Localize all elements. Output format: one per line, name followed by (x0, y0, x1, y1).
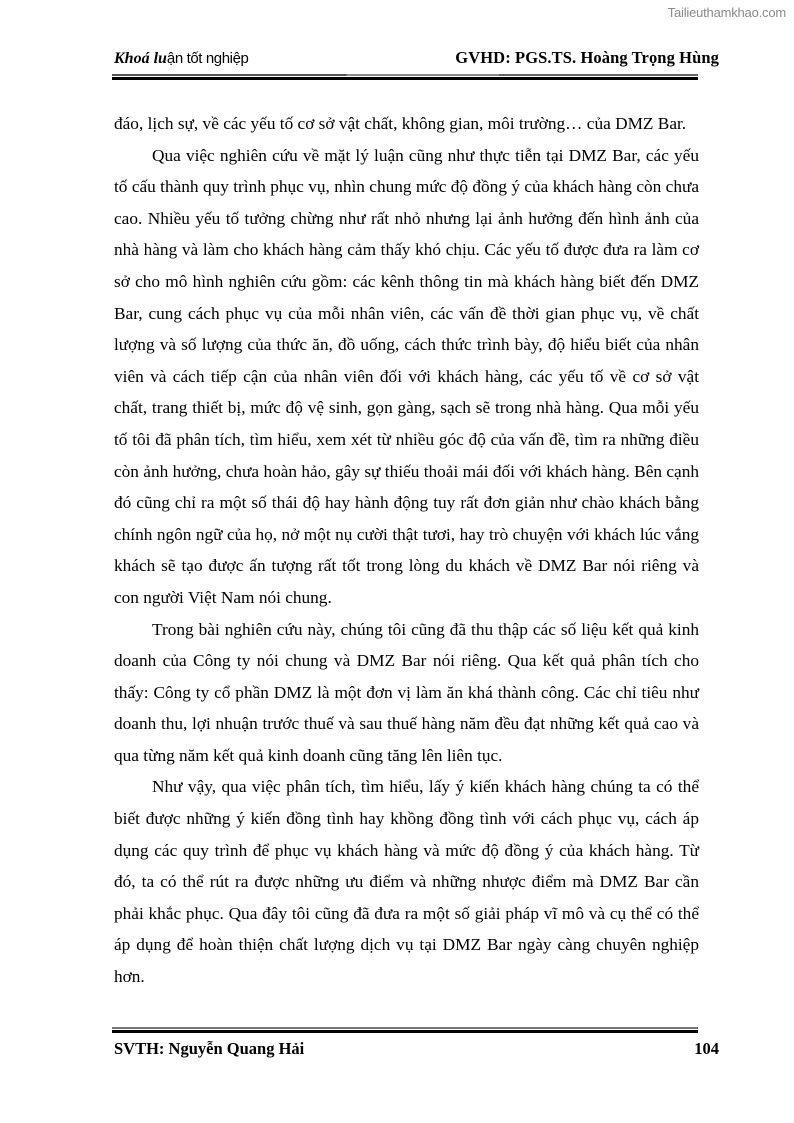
paragraph-3: Trong bài nghiên cứu này, chúng tôi cũng đã thu thập các số liệu kết quả kinh doanh của Công ty nói chung và DMZ Bar nói riêng. Qua kết quả phân tích cho thấy: Công ty cổ phần DMZ là một đơn vị làm ăn khá thành công. Các chỉ tiêu như doanh thu, lợi nhuận trước thuế và sau thuế hàng năm đều đạt những kết quả cao và qua từng năm kết quả kinh doanh cũng tăng lên liên tục. (114, 619, 699, 765)
header-document-type-rest: ận tốt nghiệp (166, 50, 249, 67)
page-header (114, 48, 719, 72)
header-document-type (114, 50, 248, 68)
page-number: 104 (694, 1039, 719, 1058)
footer-author: SVTH: Nguyễn Quang Hải (114, 1039, 305, 1058)
footer-divider (112, 1027, 698, 1035)
footer-divider-thick-line (112, 1030, 698, 1034)
paragraph-4: Như vậy, qua việc phân tích, tìm hiểu, lấy ý kiến khách hàng chúng ta có thể biết được những ý kiến đồng tình hay khồng đồng tình với cách phục vụ, cách áp dụng các quy trình để phục vụ khách hàng và mức độ đồng ý của khách hàng. Từ đó, ta có thể rút ra được những ưu điểm và những nhược điểm mà DMZ Bar cần phải khắc phục. Qua đây tôi cũng đã đưa ra một số giải pháp vĩ mô và cụ thể có thể áp dụng để hoàn thiện chất lượng dịch vụ tại DMZ Bar ngày càng chuyên nghiệp hơn. (114, 777, 699, 987)
page-footer (114, 1039, 719, 1059)
header-supervisor: GVHD: PGS.TS. Hoàng Trọng Hùng (455, 48, 719, 67)
paragraph-2: Qua việc nghiên cứu về mặt lý luận cũng như thực tiễn tại DMZ Bar, các yếu tố cấu thành quy trình phục vụ, nhìn chung mức độ đồng ý của khách hàng còn chưa cao. Nhiều yếu tố tưởng chừng như rất nhỏ nhưng lại ảnh hưởng đến hình ảnh của nhà hàng và làm cho khách hàng cảm thấy khó chịu. Các yếu tố được đưa ra làm cơ sở cho mô hình nghiên cứu gồm: các kênh thông tin mà khách hàng biết đến DMZ Bar, cung cách phục vụ của mỗi nhân viên, các vấn đề thời gian phục vụ, về chất lượng và số lượng của thức ăn, đồ uống, cách thức trình bày, độ hiểu biết của nhân viên và cách tiếp cận của nhân viên đối với khách hàng, các yếu tố về cơ sở vật chất, trang thiết bị, mức độ vệ sinh, gọn gàng, sạch sẽ trong nhà hàng. Qua mỗi yếu tố tôi đã phân tích, tìm hiểu, xem xét từ nhiều góc độ của vấn đề, tìm ra những điều còn ảnh hưởng, chưa hoàn hảo, gây sự thiếu thoải mái đối với khách hàng. Bên cạnh đó cũng chỉ ra một số thái độ hay hành động tuy rất đơn giản như chào khách bằng chính ngôn ngữ của họ, nở một nụ cười thật tươi, hay trò chuyện với khách lúc vắng khách sẽ tạo được ấn tượng rất tốt trong lòng du khách về DMZ Bar nói riêng và con người Việt Nam nói chung. (114, 145, 699, 607)
body-text (114, 108, 699, 993)
header-divider-thick-line (112, 77, 698, 81)
header-document-type-italic: Khoá lu (114, 50, 167, 67)
footer-divider-thin-line (112, 1027, 698, 1029)
header-divider-thin-line (112, 74, 698, 76)
watermark: Tailieuthamkhao.com (667, 5, 786, 20)
paragraph-1: đáo, lịch sự, về các yếu tố cơ sở vật chất, không gian, môi trường… của DMZ Bar. (114, 114, 687, 133)
